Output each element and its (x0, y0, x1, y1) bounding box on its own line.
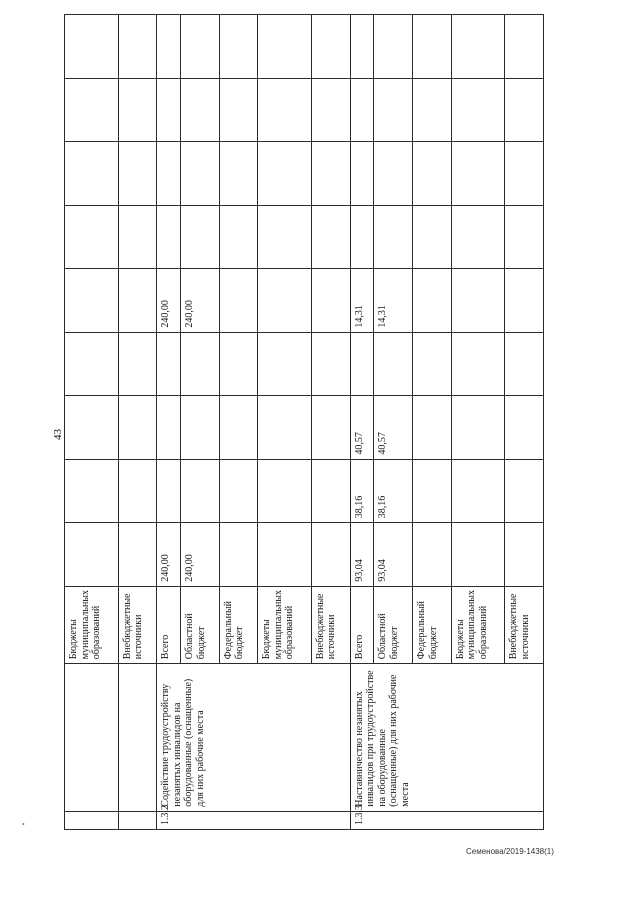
amount-cell (451, 269, 505, 333)
amount-cell (451, 205, 505, 269)
amount-cell: 240,00 (157, 523, 181, 587)
amount-cell: 240,00 (181, 269, 220, 333)
amount-cell (157, 396, 181, 460)
amount-cell (413, 269, 452, 333)
amount-cell (451, 15, 505, 79)
page-number: 43 (52, 429, 64, 440)
item-number-cell: 1.3.2 (157, 811, 350, 829)
amount-cell (219, 15, 258, 79)
item-name-cell: Наставничество незанятых инвалидов при трудоустройстве на оборудованные (оснащенные) для них рабочие места (350, 664, 543, 811)
amount-cell (181, 205, 220, 269)
amount-cell (258, 205, 312, 269)
amount-cell (118, 142, 157, 206)
amount-cell (118, 15, 157, 79)
funding-source-cell: Областной бюджет (374, 586, 413, 664)
amount-cell (219, 142, 258, 206)
amount-cell (451, 396, 505, 460)
table-row (118, 15, 157, 830)
funding-source-cell: Федеральный бюджет (413, 586, 452, 664)
amount-cell (118, 459, 157, 523)
amount-cell (451, 142, 505, 206)
amount-cell (181, 142, 220, 206)
amount-cell (118, 396, 157, 460)
amount-cell (413, 396, 452, 460)
amount-cell (219, 205, 258, 269)
amount-cell (65, 332, 119, 396)
amount-cell (157, 205, 181, 269)
amount-cell (219, 78, 258, 142)
amount-cell (65, 205, 119, 269)
amount-cell: 14,31 (374, 269, 413, 333)
amount-cell (157, 15, 181, 79)
amount-cell (505, 459, 544, 523)
amount-cell (118, 332, 157, 396)
amount-cell (451, 332, 505, 396)
funding-source-cell: Федеральный бюджет (219, 586, 258, 664)
amount-cell (413, 205, 452, 269)
table-row (350, 15, 374, 830)
amount-cell (451, 523, 505, 587)
amount-cell: 93,04 (374, 523, 413, 587)
amount-cell (181, 78, 220, 142)
funding-source-cell: Бюджеты муниципальных образований (65, 586, 119, 664)
funding-source-cell: Внебюджетные источники (505, 586, 544, 664)
amount-cell (505, 523, 544, 587)
amount-cell (311, 332, 350, 396)
amount-cell (65, 142, 119, 206)
funding-source-cell: Бюджеты муниципальных образований (258, 586, 312, 664)
amount-cell (65, 396, 119, 460)
amount-cell (311, 523, 350, 587)
amount-cell (505, 269, 544, 333)
amount-cell (413, 332, 452, 396)
amount-cell (413, 78, 452, 142)
amount-cell (374, 142, 413, 206)
table-row (65, 15, 119, 830)
amount-cell: 38,16 (374, 459, 413, 523)
amount-cell (413, 15, 452, 79)
amount-cell (311, 396, 350, 460)
amount-cell (157, 142, 181, 206)
amount-cell (258, 78, 312, 142)
amount-cell (413, 523, 452, 587)
amount-cell (219, 332, 258, 396)
amount-cell (311, 269, 350, 333)
amount-cell: 14,31 (350, 269, 374, 333)
amount-cell (181, 396, 220, 460)
amount-cell (65, 459, 119, 523)
amount-cell (118, 78, 157, 142)
amount-cell (413, 459, 452, 523)
rotated-table-frame (64, 14, 544, 830)
amount-cell (219, 396, 258, 460)
amount-cell (65, 78, 119, 142)
amount-cell (350, 15, 374, 79)
amount-cell (258, 459, 312, 523)
amount-cell: 240,00 (181, 523, 220, 587)
amount-cell (505, 205, 544, 269)
item-number-cell: 1.3.3 (350, 811, 543, 829)
funding-source-cell: Областной бюджет (181, 586, 220, 664)
amount-cell (157, 78, 181, 142)
document-code: Семенова/2019-1438(1) (466, 847, 554, 856)
amount-cell (181, 332, 220, 396)
amount-cell (311, 142, 350, 206)
amount-cell (65, 523, 119, 587)
amount-cell: 40,57 (374, 396, 413, 460)
amount-cell (505, 142, 544, 206)
funding-source-cell: Всего (157, 586, 181, 664)
amount-cell (374, 15, 413, 79)
funding-source-cell: Внебюджетные источники (311, 586, 350, 664)
amount-cell: 40,57 (350, 396, 374, 460)
item-number-cell (65, 811, 119, 829)
amount-cell: 38,16 (350, 459, 374, 523)
amount-cell (258, 523, 312, 587)
amount-cell (181, 459, 220, 523)
amount-cell (350, 205, 374, 269)
amount-cell (118, 523, 157, 587)
amount-cell (181, 15, 220, 79)
amount-cell (219, 459, 258, 523)
amount-cell (374, 78, 413, 142)
amount-cell (118, 205, 157, 269)
amount-cell (258, 15, 312, 79)
amount-cell (157, 332, 181, 396)
amount-cell (505, 15, 544, 79)
amount-cell (219, 269, 258, 333)
amount-cell (258, 142, 312, 206)
amount-cell (374, 332, 413, 396)
funding-source-cell: Всего (350, 586, 374, 664)
amount-cell (374, 205, 413, 269)
item-name-cell (118, 664, 157, 811)
item-name-cell: Содействие трудоустройству незанятых инвалидов на оборудованные (оснащенные) для них рабочие места (157, 664, 350, 811)
amount-cell (311, 78, 350, 142)
amount-cell (413, 142, 452, 206)
funding-source-cell: Внебюджетные источники (118, 586, 157, 664)
amount-cell (311, 15, 350, 79)
amount-cell: 240,00 (157, 269, 181, 333)
amount-cell (258, 332, 312, 396)
amount-cell (157, 459, 181, 523)
amount-cell (350, 78, 374, 142)
amount-cell (505, 396, 544, 460)
table-row (157, 15, 181, 830)
item-name-cell (65, 664, 119, 811)
funding-source-cell: Бюджеты муниципальных образований (451, 586, 505, 664)
amount-cell (311, 205, 350, 269)
amount-cell (451, 78, 505, 142)
amount-cell (311, 459, 350, 523)
amount-cell (65, 269, 119, 333)
amount-cell (65, 15, 119, 79)
budget-table (64, 14, 544, 830)
amount-cell (350, 332, 374, 396)
amount-cell (350, 142, 374, 206)
scan-speck: • (22, 820, 25, 829)
amount-cell (258, 269, 312, 333)
amount-cell: 93,04 (350, 523, 374, 587)
amount-cell (258, 396, 312, 460)
amount-cell (219, 523, 258, 587)
amount-cell (505, 78, 544, 142)
item-number-cell (118, 811, 157, 829)
amount-cell (505, 332, 544, 396)
amount-cell (118, 269, 157, 333)
table-body (65, 15, 544, 830)
amount-cell (451, 459, 505, 523)
